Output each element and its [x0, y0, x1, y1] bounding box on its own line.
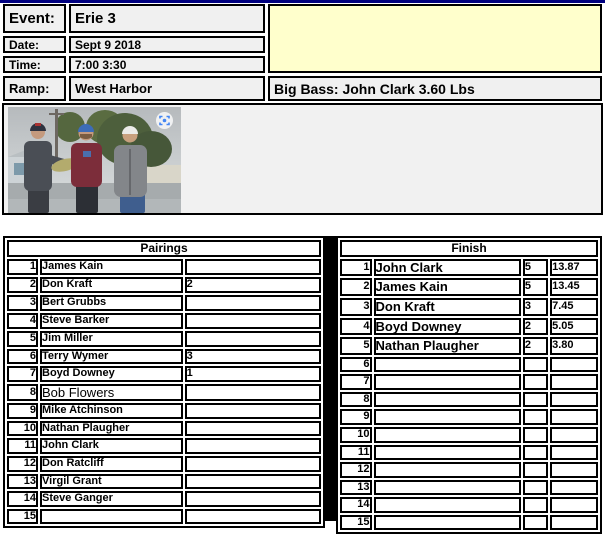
photo-cell: [2, 103, 603, 215]
pairings-value-cell: [185, 509, 321, 525]
event-label: Event:: [3, 4, 66, 33]
pairings-name-cell: Jim Miller: [40, 331, 183, 347]
finish-fish-cell: [523, 445, 548, 461]
table-row: [340, 515, 598, 531]
pairings-value-cell: [185, 456, 321, 472]
table-row: [340, 497, 598, 513]
pairings-place-cell: 1: [7, 259, 38, 275]
table-row: [7, 438, 321, 454]
table-row: [7, 384, 321, 402]
finish-weight-cell: [550, 445, 598, 461]
finish-weight-cell: [550, 374, 598, 390]
finish-weight-cell: 13.87: [550, 259, 598, 277]
pairings-place-cell: 15: [7, 509, 38, 525]
pairings-place-cell: 8: [7, 384, 38, 402]
table-row: [340, 337, 598, 355]
pairings-table: [3, 236, 325, 528]
finish-fish-cell: 2: [523, 337, 548, 355]
pairings-place-cell: 9: [7, 403, 38, 419]
table-row: [340, 445, 598, 461]
finish-place-cell: 12: [340, 462, 372, 478]
pairings-place-cell: 2: [7, 277, 38, 293]
pairings-place-cell: 6: [7, 349, 38, 365]
ramp-value: West Harbor: [69, 76, 265, 101]
table-row: [340, 427, 598, 443]
table-row: [7, 277, 321, 293]
finish-name-cell: [374, 427, 521, 443]
finish-fish-cell: [523, 357, 548, 373]
finish-fish-cell: [523, 409, 548, 425]
table-row: [7, 421, 321, 437]
date-label: Date:: [3, 36, 66, 53]
finish-fish-cell: [523, 427, 548, 443]
pairings-name-cell: Terry Wymer: [40, 349, 183, 365]
table-row: [7, 259, 321, 275]
finish-fish-cell: [523, 497, 548, 513]
pairings-value-cell: [185, 313, 321, 329]
finish-name-cell: [374, 392, 521, 408]
pairings-name-cell: Don Kraft: [40, 277, 183, 293]
pairings-name-cell: Steve Ganger: [40, 491, 183, 507]
table-row: [7, 349, 321, 365]
finish-place-cell: 2: [340, 278, 372, 296]
pairings-place-cell: 12: [7, 456, 38, 472]
pairings-name-cell: Mike Atchinson: [40, 403, 183, 419]
table-row: [7, 366, 321, 382]
ramp-label: Ramp:: [3, 76, 66, 101]
table-row: [340, 357, 598, 373]
finish-name-cell: Nathan Plaugher: [374, 337, 521, 355]
pairings-name-cell: Bob Flowers: [40, 384, 183, 402]
pairings-value-cell: [185, 295, 321, 311]
finish-name-cell: Don Kraft: [374, 298, 521, 316]
pairings-name-cell: James Kain: [40, 259, 183, 275]
finish-place-cell: 15: [340, 515, 372, 531]
finish-name-cell: [374, 462, 521, 478]
pairings-name-cell: [40, 509, 183, 525]
big-bass-banner: Big Bass: John Clark 3.60 Lbs: [268, 76, 602, 101]
table-row: [7, 295, 321, 311]
finish-name-cell: [374, 515, 521, 531]
event-value: Erie 3: [69, 4, 265, 33]
finish-place-cell: 7: [340, 374, 372, 390]
pairings-value-cell: [185, 384, 321, 402]
finish-place-cell: 8: [340, 392, 372, 408]
pairings-place-cell: 4: [7, 313, 38, 329]
pairings-place-cell: 10: [7, 421, 38, 437]
finish-name-cell: [374, 480, 521, 496]
photo-illustration: [8, 107, 181, 213]
finish-title: Finish: [340, 240, 598, 257]
notes-box: [268, 4, 602, 73]
finish-place-cell: 3: [340, 298, 372, 316]
finish-name-cell: James Kain: [374, 278, 521, 296]
finish-weight-cell: 5.05: [550, 318, 598, 336]
finish-fish-cell: [523, 462, 548, 478]
pairings-name-cell: John Clark: [40, 438, 183, 454]
finish-name-cell: [374, 374, 521, 390]
finish-weight-cell: 13.45: [550, 278, 598, 296]
pairings-place-cell: 14: [7, 491, 38, 507]
tournament-photo: [8, 107, 181, 213]
table-row: [340, 409, 598, 425]
finish-place-cell: 6: [340, 357, 372, 373]
table-row: [7, 491, 321, 507]
finish-fish-cell: 3: [523, 298, 548, 316]
finish-weight-cell: [550, 480, 598, 496]
finish-name-cell: [374, 497, 521, 513]
finish-place-cell: 13: [340, 480, 372, 496]
finish-weight-cell: [550, 497, 598, 513]
pairings-place-cell: 3: [7, 295, 38, 311]
pairings-name-cell: Bert Grubbs: [40, 295, 183, 311]
finish-place-cell: 10: [340, 427, 372, 443]
time-value: 7:00 3:30: [69, 56, 265, 73]
pairings-value-cell: [185, 474, 321, 490]
pairings-value-cell: [185, 438, 321, 454]
finish-fish-cell: [523, 515, 548, 531]
finish-place-cell: 9: [340, 409, 372, 425]
table-row: [340, 318, 598, 336]
pairings-place-cell: 7: [7, 366, 38, 382]
pairings-name-cell: Boyd Downey: [40, 366, 183, 382]
finish-weight-cell: [550, 462, 598, 478]
table-row: [340, 259, 598, 277]
finish-place-cell: 4: [340, 318, 372, 336]
pairings-value-cell: [185, 259, 321, 275]
finish-name-cell: [374, 445, 521, 461]
time-label: Time:: [3, 56, 66, 73]
finish-name-cell: John Clark: [374, 259, 521, 277]
finish-fish-cell: 5: [523, 278, 548, 296]
table-row: [7, 509, 321, 525]
finish-weight-cell: [550, 357, 598, 373]
pairings-place-cell: 13: [7, 474, 38, 490]
pairings-place-cell: 5: [7, 331, 38, 347]
finish-weight-cell: [550, 515, 598, 531]
finish-weight-cell: [550, 409, 598, 425]
table-row: [340, 298, 598, 316]
pairings-place-cell: 11: [7, 438, 38, 454]
table-row: [340, 374, 598, 390]
finish-weight-cell: 3.80: [550, 337, 598, 355]
table-divider: [325, 236, 336, 521]
finish-place-cell: 1: [340, 259, 372, 277]
finish-weight-cell: [550, 427, 598, 443]
table-row: [7, 331, 321, 347]
pairings-value-cell: 3: [185, 349, 321, 365]
pairings-name-cell: Nathan Plaugher: [40, 421, 183, 437]
lens-icon[interactable]: [156, 112, 173, 129]
finish-fish-cell: [523, 480, 548, 496]
finish-fish-cell: 5: [523, 259, 548, 277]
finish-weight-cell: [550, 392, 598, 408]
results-section: [3, 236, 602, 528]
top-accent-bar: [0, 0, 605, 3]
table-row: [7, 313, 321, 329]
finish-place-cell: 5: [340, 337, 372, 355]
finish-place-cell: 14: [340, 497, 372, 513]
pairings-name-cell: Virgil Grant: [40, 474, 183, 490]
finish-fish-cell: [523, 374, 548, 390]
table-row: [340, 462, 598, 478]
finish-place-cell: 11: [340, 445, 372, 461]
finish-fish-cell: 2: [523, 318, 548, 336]
pairings-value-cell: 2: [185, 277, 321, 293]
pairings-value-cell: [185, 403, 321, 419]
pairings-value-cell: 1: [185, 366, 321, 382]
pairings-title: Pairings: [7, 240, 321, 257]
pairings-name-cell: Don Ratcliff: [40, 456, 183, 472]
table-row: [7, 403, 321, 419]
pairings-name-cell: Steve Barker: [40, 313, 183, 329]
finish-name-cell: [374, 409, 521, 425]
table-row: [340, 392, 598, 408]
finish-fish-cell: [523, 392, 548, 408]
table-row: [340, 278, 598, 296]
table-row: [7, 474, 321, 490]
finish-weight-cell: 7.45: [550, 298, 598, 316]
table-row: [7, 456, 321, 472]
table-row: [340, 480, 598, 496]
pairings-value-cell: [185, 331, 321, 347]
finish-table: [336, 236, 602, 534]
date-value: Sept 9 2018: [69, 36, 265, 53]
finish-name-cell: [374, 357, 521, 373]
finish-name-cell: Boyd Downey: [374, 318, 521, 336]
pairings-value-cell: [185, 421, 321, 437]
pairings-value-cell: [185, 491, 321, 507]
